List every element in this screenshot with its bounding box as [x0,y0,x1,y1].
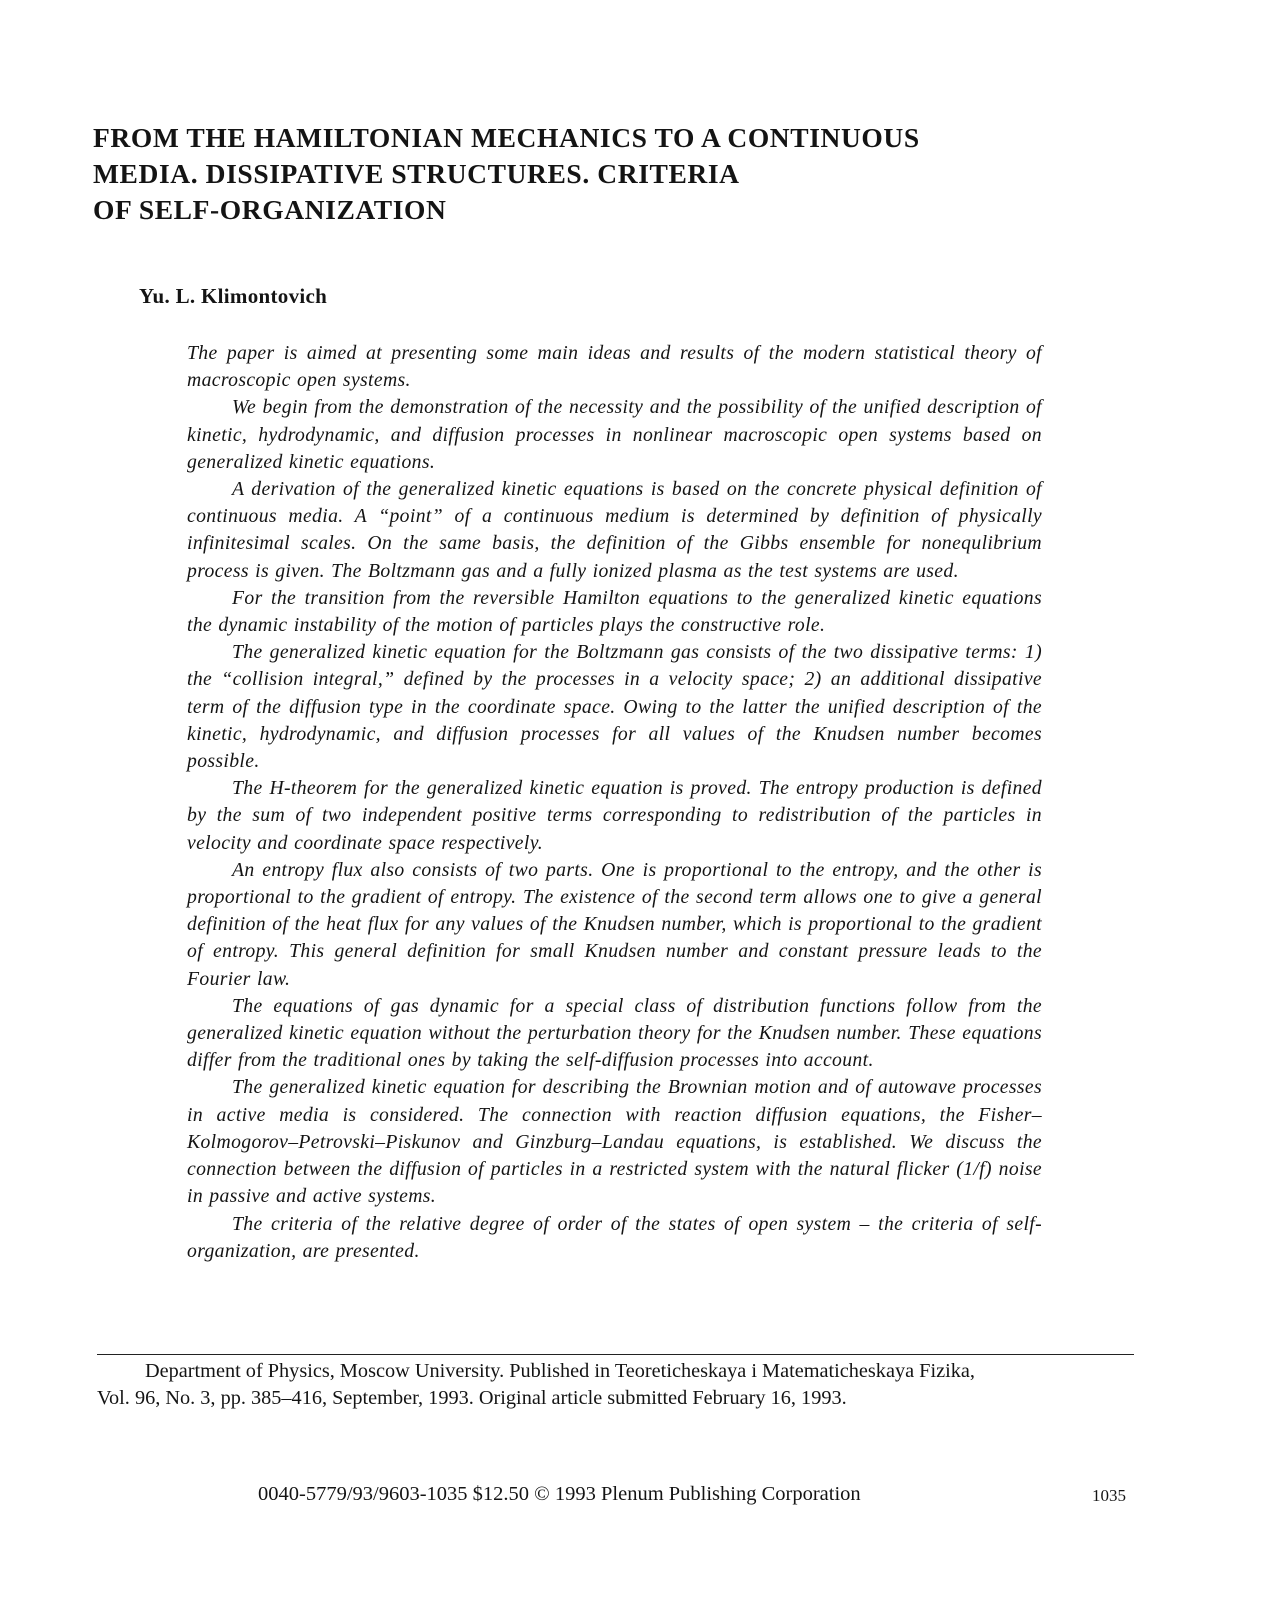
abstract-paragraph: An entropy flux also consists of two parts. One is proportional to the entropy, and the other is proportional to the gradient of entropy. The existence of the second term allows one to give a general definition of the heat flux for any values of the Knudsen number, which is proportional to the gradient of entropy. This general definition for small Knudsen number and constant pressure leads to the Fourier law. [187,858,1042,990]
abstract-paragraph: A derivation of the generalized kinetic equations is based on the concrete physical definition of continuous media. A “point” of a continuous medium is determined by definition of physically infinitesimal scales. On the same basis, the definition of the Gibbs ensemble for nonequlibrium process is given. The Boltzmann gas and a fully ionized plasma as the test systems are used. [187,478,1042,582]
abstract-paragraph: The paper is aimed at presenting some main ideas and results of the modern statistical theory of macroscopic open systems. [187,342,1042,392]
abstract-paragraph: The generalized kinetic equation for describing the Brownian motion and of autowave processes in active media is considered. The connection with reaction diffusion equations, the Fisher–Kolmogorov–Petrovski–Piskunov and Ginzburg–Landau equations, is established. We discuss the connection between the diffusion of particles in a restricted system with the natural flicker (1/f) noise in passive and active systems. [187,1076,1042,1208]
title-line: OF SELF-ORGANIZATION [93,194,447,225]
footnote-divider [97,1354,1134,1355]
footnote-line: Department of Physics, Moscow University. Published in Teoreticheskaya i Matematicheskaya Fizika, [145,1360,975,1382]
copyright-line: 0040-5779/93/9603-1035 $12.50 © 1993 Plenum Publishing Corporation [258,1483,861,1505]
footnote [97,1358,1137,1412]
article-title [93,120,1093,228]
abstract-paragraph: The equations of gas dynamic for a special class of distribution functions follow from the generalized kinetic equation without the perturbation theory for the Knudsen number. These equations differ from the traditional ones by taking the self-diffusion processes into account. [187,994,1042,1072]
footnote-line: Vol. 96, No. 3, pp. 385–416, September, 1993. Original article submitted February 16, 1993. [97,1387,847,1409]
abstract-paragraph: We begin from the demonstration of the necessity and the possibility of the unified description of kinetic, hydrodynamic, and diffusion processes in nonlinear macroscopic open systems based on generalized kinetic equations. [187,396,1042,473]
title-line: MEDIA. DISSIPATIVE STRUCTURES. CRITERIA [93,158,740,189]
abstract-paragraph: The criteria of the relative degree of order of the states of open system – the criteria of self-organization, are presented. [187,1212,1042,1262]
title-line: FROM THE HAMILTONIAN MECHANICS TO A CONTINUOUS [93,122,920,153]
abstract [187,340,1042,1265]
abstract-paragraph: For the transition from the reversible Hamilton equations to the generalized kinetic equations the dynamic instability of the motion of particles plays the constructive role. [187,586,1042,637]
page-number: 1035 [1092,1486,1126,1505]
abstract-paragraph: The H-theorem for the generalized kinetic equation is proved. The entropy production is defined by the sum of two independent positive terms corresponding to redistribution of the particles in velocity and coordinate space respectively. [187,777,1042,854]
abstract-paragraph: The generalized kinetic equation for the Boltzmann gas consists of the two dissipative terms: 1) the “collision integral,” defined by the processes in a velocity space; 2) an additional dissipative term of the diffusion type in the coordinate space. Owing to the latter the unified description of the kinetic, hydrodynamic, and diffusion processes for all values of the Knudsen number becomes possible. [187,641,1042,773]
author-name: Yu. L. Klimontovich [139,284,328,308]
